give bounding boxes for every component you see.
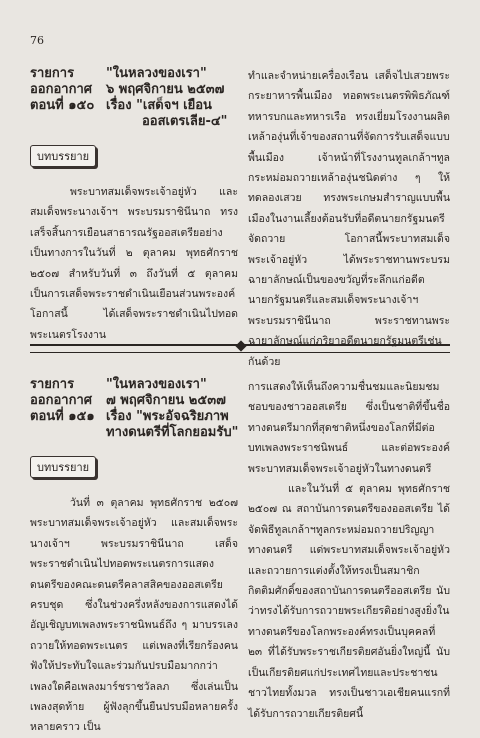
body-paragraph: วันที่ ๓ ตุลาคม พุทธศักราช ๒๕๐๗ พระบาทสมเด็จพระเจ้าอยู่หัว และสมเด็จพระนางเจ้าฯ พระบรมราชินีนาถ เสด็จพระราชดำเนินไปทอดพระเนตรการแสดงดนตรีของคณะดนตรีคลาสสิคของออสเตรียครบชุด ซึ่งในช่วงครึ่งหลังของการแสดงได้อัญเชิญบทเพลงพระราชนิพนธ์ถึง ๆ มาบรรเลงถวายให้ทอดพระเนตร แต่เพลงที่เรียกร้องคนฟังให้ประทับใจและร่วมกันปรบมือมากกว่าเพลงใดคือเพลงมาร์ชราชวัลลภ ซึ่งเล่นเป็นเพลงสุดท้าย ผู้ฟังลุกขึ้นยืนปรบมือหลายครั้งหลายคราว เป็น	[30, 497, 238, 734]
body-paragraph: ทำและจำหน่ายเครื่องเรือน เสด็จไปเสวยพระกระยาหารพื้นเมือง ทอดพระเนตรพิพิธภัณฑ์ทหารบกและทหารเรือ ทรงเยี่ยมโรงงานผลิตเหล้าองุ่นที่เจ้าของสถานที่จัดการรับเสด็จแบบพื้นเมือง เจ้าหน้าที่โรงงานทูลเกล้าฯทูลกระหม่อมถวายเหล้าองุ่นชนิดต่าง ๆ ให้ทดลองเสวย ทรงพระเกษมสำราญแบบพื้นเมืองในงานเลี้ยงต้อนรับที่อดีตนายกรัฐมนตรีจัดถวาย โอกาสนี้พระบาทสมเด็จพระเจ้าอยู่หัว ได้พระราชทานพระบรมฉายาลักษณ์เป็นของขวัญที่ระลึกแก่อดีตนายกรัฐมนตรีและสมเด็จพระนางเจ้าฯ พระบรมราชินีนาถ พระราชทานพระฉายาลักษณ์แก่ภริยาอดีตนายกรัฐมนตรีเช่นกันด้วย	[248, 70, 450, 368]
program-section-151	[30, 377, 450, 734]
page-number: 76	[30, 34, 44, 47]
program-date: ๖ พฤศจิกายน ๒๕๓๗	[106, 82, 225, 97]
body-paragraph: การแสดงให้เห็นถึงความชื่นชมและนิยมชมชอบของชาวออสเตรีย ซึ่งเป็นชาติที่ขึ้นชื่อทางดนตรีมากที่สุดชาติหนึ่งของโลกที่มีต่อบทเพลงพระราชนิพนธ์ และต่อพระองค์ พระบาทสมเด็จพระเจ้าอยู่หัวในทางดนตรี	[248, 381, 450, 475]
narration-tag: บทบรรยาย	[30, 145, 96, 167]
body-left-column	[30, 182, 238, 345]
program-subject: เรื่อง "พระอัจฉริยภาพ	[106, 409, 229, 424]
body-right-column	[248, 66, 450, 372]
program-subject-cont: ทางดนตรีที่โลกยอมรับ"	[106, 425, 239, 440]
body-right-column	[248, 377, 450, 724]
program-label: รายการ ออกอากาศ ตอนที่ ๑๕๐	[30, 66, 95, 113]
program-subject: เรื่อง "เสด็จฯ เยือน	[106, 98, 212, 113]
narration-tag: บทบรรยาย	[30, 456, 96, 478]
body-left-column	[30, 493, 238, 738]
program-title: "ในหลวงของเรา"	[106, 377, 207, 392]
program-section-150	[30, 66, 450, 368]
body-paragraph: พระบาทสมเด็จพระเจ้าอยู่หัว และสมเด็จพระนางเจ้าฯ พระบรมราชินีนาถ ทรงเสร็จสิ้นการเยือนสาธารณรัฐออสเตรียอย่างเป็นทางการในวันที่ ๒ ตุลาคม พุทธศักราช ๒๕๐๗ สำหรับวันที่ ๓ ถึงวันที่ ๕ ตุลาคม เป็นการเสด็จพระราชดำเนินเยือนส่วนพระองค์ โอกาสนี้ ได้เสด็จพระราชดำเนินไปทอดพระเนตรโรงงาน	[30, 186, 238, 341]
program-title: "ในหลวงของเรา"	[106, 66, 207, 81]
program-label: รายการ ออกอากาศ ตอนที่ ๑๕๑	[30, 377, 95, 424]
body-paragraph: และในวันที่ ๕ ตุลาคม พุทธศักราช ๒๕๐๗ ณ สถาบันการดนตรีของออสเตรีย ได้จัดพิธีทูลเกล้าฯทูลกระหม่อมถวายปริญญาทางดนตรี แด่พระบาทสมเด็จพระเจ้าอยู่หัวและถวายการแต่งตั้งให้ทรงเป็นสมาชิกกิตติมศักดิ์ของสถาบันการดนตรีออสเตรีย นับว่าทรงได้รับการถวายพระเกียรติอย่างสูงยิ่งในทางดนตรีของโลกพระองค์ทรงเป็นบุคคลที่ ๒๓ ที่ได้รับพระราชเกียรติยศอันยิ่งใหญ่นี้ นับเป็นเกียรติยศแก่ประเทศไทยและประชาชนชาวไทยทั้งมวล ทรงเป็นชาวเอเชียคนแรกที่ได้รับการถวายเกียรติยศนี้	[248, 483, 450, 720]
program-subject-cont: ออสเตรเลีย-๔"	[142, 114, 228, 129]
program-date: ๗ พฤศจิกายน ๒๕๓๗	[106, 393, 226, 408]
